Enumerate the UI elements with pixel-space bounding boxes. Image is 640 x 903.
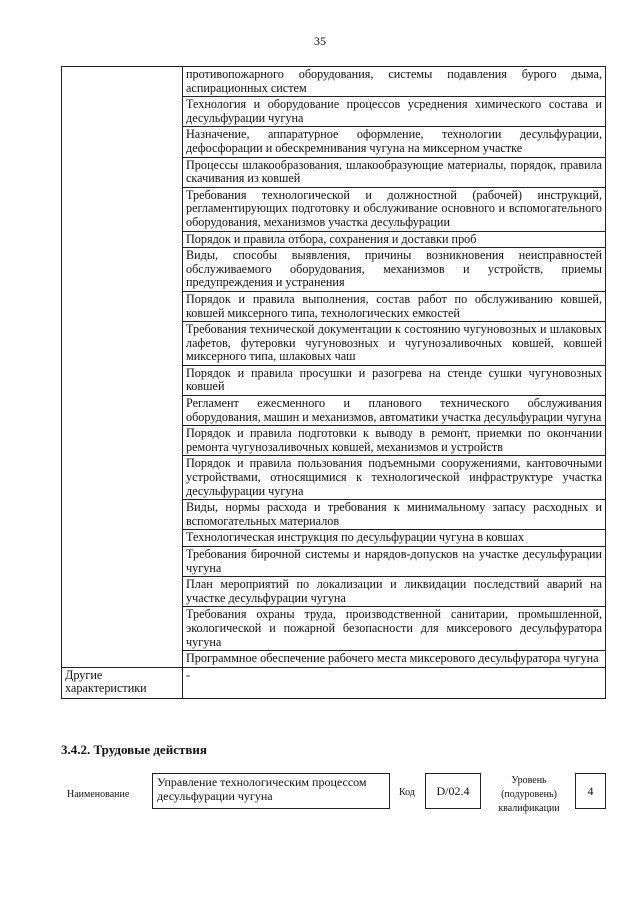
function-code-box: D/02.4 (425, 773, 481, 809)
page-number: 35 (314, 34, 326, 48)
knowledge-item: Виды, нормы расхода и требования к минимальному запасу расходных и вспомогательных материалов (183, 500, 606, 530)
knowledge-item: Технологическая инструкция по десульфурации чугуна в ковшах (183, 530, 606, 547)
qualification-level-label: Уровень (подуровень) квалификации (498, 775, 560, 814)
knowledge-label-cell (62, 67, 183, 668)
knowledge-item: Назначение, аппаратурное оформление, технологии десульфурации, дефосфорации и обескремнивания чугуна на миксерном участке (183, 127, 606, 157)
knowledge-item: Требования бирочной системы и нарядов-допусков на участке десульфурации чугуна (183, 547, 606, 577)
other-characteristics-label: Другие характеристики (62, 667, 183, 698)
function-name-box: Управление технологическим процессом десульфурации чугуна (152, 773, 390, 809)
knowledge-item: Порядок и правила пользования подъемными сооружениями, кантовочными устройствами, относящимися к технологической инфраструктуре участка десульфурации чугуна (183, 456, 606, 500)
labor-function-header (0, 771, 640, 831)
knowledge-item: Процессы шлакообразования, шлакообразующие материалы, порядок, правила скачивания из ковшей (183, 157, 606, 187)
required-knowledge-body (62, 67, 606, 699)
knowledge-item: противопожарного оборудования, системы подавления бурого дыма, аспирационных систем (183, 67, 606, 97)
knowledge-item: Виды, способы выявления, причины возникновения неисправностей обслуживаемого оборудования, механизмов и устройств, приемы предупреждения и устранения (183, 248, 606, 292)
knowledge-item: Требования технологической и должностной (рабочей) инструкций, регламентирующих подготовку и обслуживание основного и вспомогательного оборудования, механизмов участка десульфурации (183, 187, 606, 231)
required-knowledge-table (61, 66, 606, 699)
knowledge-item: Порядок и правила отбора, сохранения и доставки проб (183, 231, 606, 248)
knowledge-item: Регламент ежесменного и планового технического обслуживания оборудования, машин и механизмов, автоматики участка десульфурации чугуна (183, 396, 606, 426)
knowledge-item: План мероприятий по локализации и ликвидации последствий аварий на участке десульфурации чугуна (183, 577, 606, 607)
qualification-level-box: 4 (575, 773, 606, 809)
knowledge-item: Порядок и правила выполнения, состав работ по обслуживанию ковшей, ковшей миксерного типа, технологических емкостей (183, 291, 606, 321)
knowledge-item: Требования технической документации к состоянию чугуновозных и шлаковых лафетов, футеровки чугуновозных и чугунозаливочных ковшей, ковшей миксерного типа, шлаковых чаш (183, 322, 606, 366)
other-characteristics-row (62, 667, 606, 698)
code-label: Код (399, 787, 415, 798)
knowledge-item: Порядок и правила просушки и разогрева на стенде сушки чугуновозных ковшей (183, 365, 606, 395)
other-characteristics-value: - (183, 667, 606, 698)
knowledge-item: Порядок и правила подготовки к выводу в ремонт, приемки по окончании ремонта чугунозаливочных ковшей, механизмов и устройств (183, 426, 606, 456)
knowledge-item: Требования охраны труда, производственной санитарии, промышленной, экологической и пожарной безопасности для миксерового десульфуратора чугуна (183, 607, 606, 651)
section-heading: 3.4.2. Трудовые действия (61, 742, 207, 757)
table-row (62, 67, 606, 97)
knowledge-item: Программное обеспечение рабочего места миксерового десульфуратора чугуна (183, 651, 606, 668)
name-label: Наименование (67, 789, 130, 800)
knowledge-item: Технология и оборудование процессов усреднения химического состава и десульфурации чугуна (183, 97, 606, 127)
